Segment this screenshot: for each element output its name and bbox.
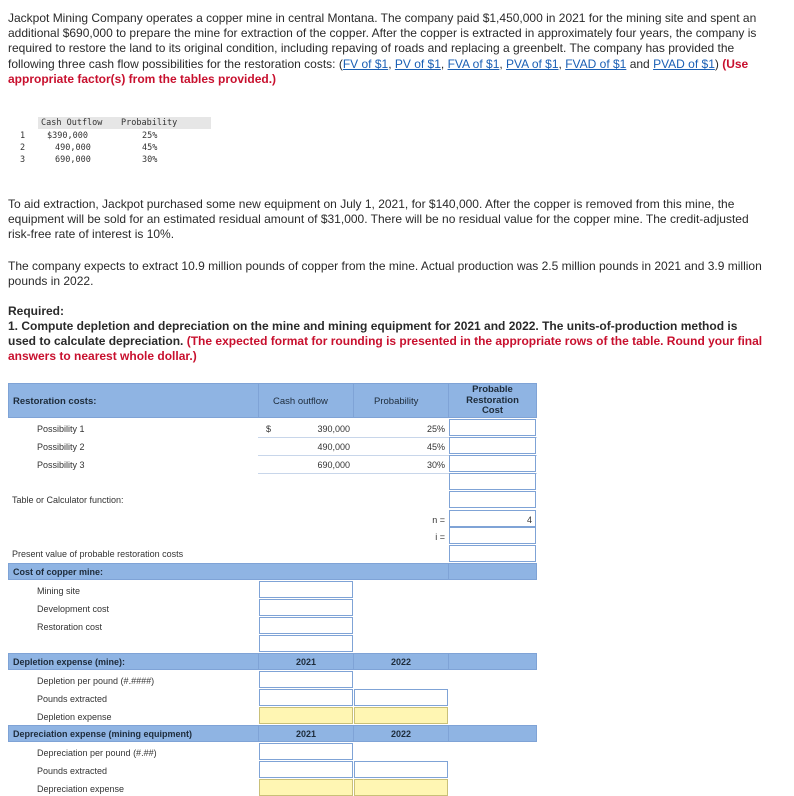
col-probability: Probability (374, 396, 419, 407)
cost-of-mine-band (8, 563, 537, 580)
depreciation-label: Depreciation expense (mining equipment) (13, 729, 193, 739)
restoration-cost-label: Restoration cost (37, 622, 103, 632)
n-value: 4 (526, 515, 532, 525)
depletion-year-2021: 2021 (295, 657, 317, 667)
total-mine-cost-input[interactable] (259, 635, 353, 652)
link-pva[interactable]: PVA of $1 (506, 56, 559, 71)
equipment-paragraph: To aid extraction, Jackpot purchased some new equipment on July 1, 2021, for $140,000. After the copper is removed from this mine, the equipment will be sold for an estimated residual amount of $31,000. There will be no residual value for the copper mine. The credit-adjusted risk-free rate of interest is 10%. (8, 197, 749, 242)
depletion-label: Depletion expense (mine): (13, 657, 126, 667)
pv-restoration-label: Present value of probable restoration costs (12, 549, 184, 559)
depreciation-per-pound-2021-input[interactable] (259, 743, 353, 760)
link-pvad[interactable]: PVAD of $1 (653, 56, 715, 71)
row-number: 3 (20, 155, 26, 165)
intro-text: Jackpot Mining Company operates a copper mine in central Montana. The company paid $1,450,000 in 2021 for the mining site and spent an additional $690,000 to prepare the mine for extraction of the copper. After the copper is extracted in approximately four years, the company is required to restore the land to its original condition, including repaving of roads and replacing a greenbelt. The company has provided the following three cash flow possibilities for the restoration costs: ( (8, 11, 757, 71)
calc-function-label: Table or Calculator function: (12, 495, 124, 505)
header-probability: Probability (121, 118, 178, 128)
depletion-expense-2022-input[interactable] (354, 707, 448, 724)
restoration-header (8, 383, 537, 418)
possibility-2-label: Possibility 2 (37, 442, 85, 452)
depletion-per-pound-label: Depletion per pound (#.####) (37, 676, 155, 686)
link-fva[interactable]: FVA of $1 (447, 56, 500, 71)
depletion-per-pound-2021-input[interactable] (259, 671, 353, 688)
depreciation-pounds-label: Pounds extracted (37, 766, 108, 776)
depreciation-year-2021: 2021 (295, 729, 317, 739)
row-number: 1 (20, 131, 26, 141)
production-paragraph: The company expects to extract 10.9 million pounds of copper from the mine. Actual production was 2.5 million pounds in 2021 and 3.9 million pounds in 2022. (8, 259, 762, 289)
probable-cost-total-input[interactable] (449, 473, 536, 490)
development-cost-label: Development cost (37, 604, 110, 614)
depreciation-year-2022: 2022 (390, 729, 412, 739)
development-cost-input[interactable] (259, 599, 353, 616)
probable-cost-input-2[interactable] (449, 437, 536, 454)
prob-value: 30% (142, 155, 158, 165)
possibility-1-prob: 25% (426, 424, 445, 434)
prob-value: 45% (142, 143, 158, 153)
depreciation-expense-label: Depreciation expense (37, 784, 125, 794)
link-fvad[interactable]: FVAD of $1 (565, 56, 627, 71)
depreciation-expense-2021-input[interactable] (259, 779, 353, 796)
col-probable-restoration-cost: Probable Restoration Cost (466, 384, 519, 416)
depreciation-per-pound-label: Depreciation per pound (#.##) (37, 748, 157, 758)
mining-site-input[interactable] (259, 581, 353, 598)
mining-site-label: Mining site (37, 586, 81, 596)
cost-of-mine-label: Cost of copper mine: (13, 567, 104, 577)
cash-value: 690,000 (55, 155, 91, 165)
and-text: and (629, 56, 650, 71)
i-label: i = (435, 532, 445, 542)
possibility-2-prob: 45% (426, 442, 445, 452)
cash-value: $390,000 (47, 131, 88, 141)
cash-value: 490,000 (55, 143, 91, 153)
depletion-year-2022: 2022 (390, 657, 412, 667)
i-input[interactable] (449, 527, 536, 544)
depreciation-pounds-2022-input[interactable] (354, 761, 448, 778)
currency-symbol: $ (266, 424, 272, 434)
depletion-expense-label: Depletion expense (37, 712, 112, 722)
intro-paragraph: Jackpot Mining Company operates a copper mine in central Montana. The company paid $1,450,000 in 2021 for the mining site and spent an additional $690,000 to prepare the mine for extraction of the copper. After the copper is extracted in approximately four years, the company is required to restore the land to its original condition, including repaving of roads and replacing a greenbelt. The company has provided the following three cash flow possibilities for the restoration costs: (FV of $1, PV of $1, FVA of $1, PVA of $1, FVAD of $1 and PVAD of $1) (Use appropriate factor(s) from the tables provided.) (8, 11, 757, 86)
required-label: Required: (8, 304, 65, 318)
rounding-instruction: (The expected format for rounding is presented in the appropriate rows of the table. Round your final answers to nearest whole dollar.) (8, 334, 763, 364)
table-row (18, 143, 218, 155)
depletion-pounds-2022-input[interactable] (354, 689, 448, 706)
restoration-costs-label: Restoration costs: (13, 396, 97, 407)
possibility-3-label: Possibility 3 (37, 460, 85, 470)
possibility-1-cash: 390,000 (317, 424, 350, 434)
calc-function-input[interactable] (449, 491, 536, 508)
possibility-1-label: Possibility 1 (37, 424, 85, 434)
link-pv[interactable]: PV of $1 (394, 56, 441, 71)
link-fv[interactable]: FV of $1 (342, 56, 389, 71)
probable-cost-input-3[interactable] (449, 455, 536, 472)
requirement-number-text: 1. Compute depletion and depreciation on the mine and mining equipment for 2021 and 2022. The units-of-production method is used to calculate depreciation. (8, 319, 738, 349)
depreciation-pounds-2021-input[interactable] (259, 761, 353, 778)
depletion-expense-2021-input[interactable] (259, 707, 353, 724)
restoration-cost-input[interactable] (259, 617, 353, 634)
instruction-text: (Use appropriate factor(s) from the tables provided.) (8, 56, 749, 86)
depreciation-expense-2022-input[interactable] (354, 779, 448, 796)
depletion-pounds-label: Pounds extracted (37, 694, 108, 704)
header-cash-outflow: Cash Outflow (41, 118, 103, 128)
n-label: n = (432, 515, 445, 525)
pv-restoration-input[interactable] (449, 545, 536, 562)
depletion-pounds-2021-input[interactable] (259, 689, 353, 706)
possibility-3-cash: 690,000 (317, 460, 350, 470)
possibility-3-prob: 30% (426, 460, 445, 470)
row-number: 2 (20, 143, 26, 153)
table-row (18, 131, 218, 143)
probable-cost-input-1[interactable] (449, 419, 536, 436)
requirement-text (8, 319, 768, 365)
possibility-2-cash: 490,000 (317, 442, 350, 452)
col-cash-outflow: Cash outflow (273, 396, 328, 407)
prob-value: 25% (142, 131, 158, 141)
table-row (18, 155, 218, 167)
cash-flow-table-header (38, 117, 211, 129)
